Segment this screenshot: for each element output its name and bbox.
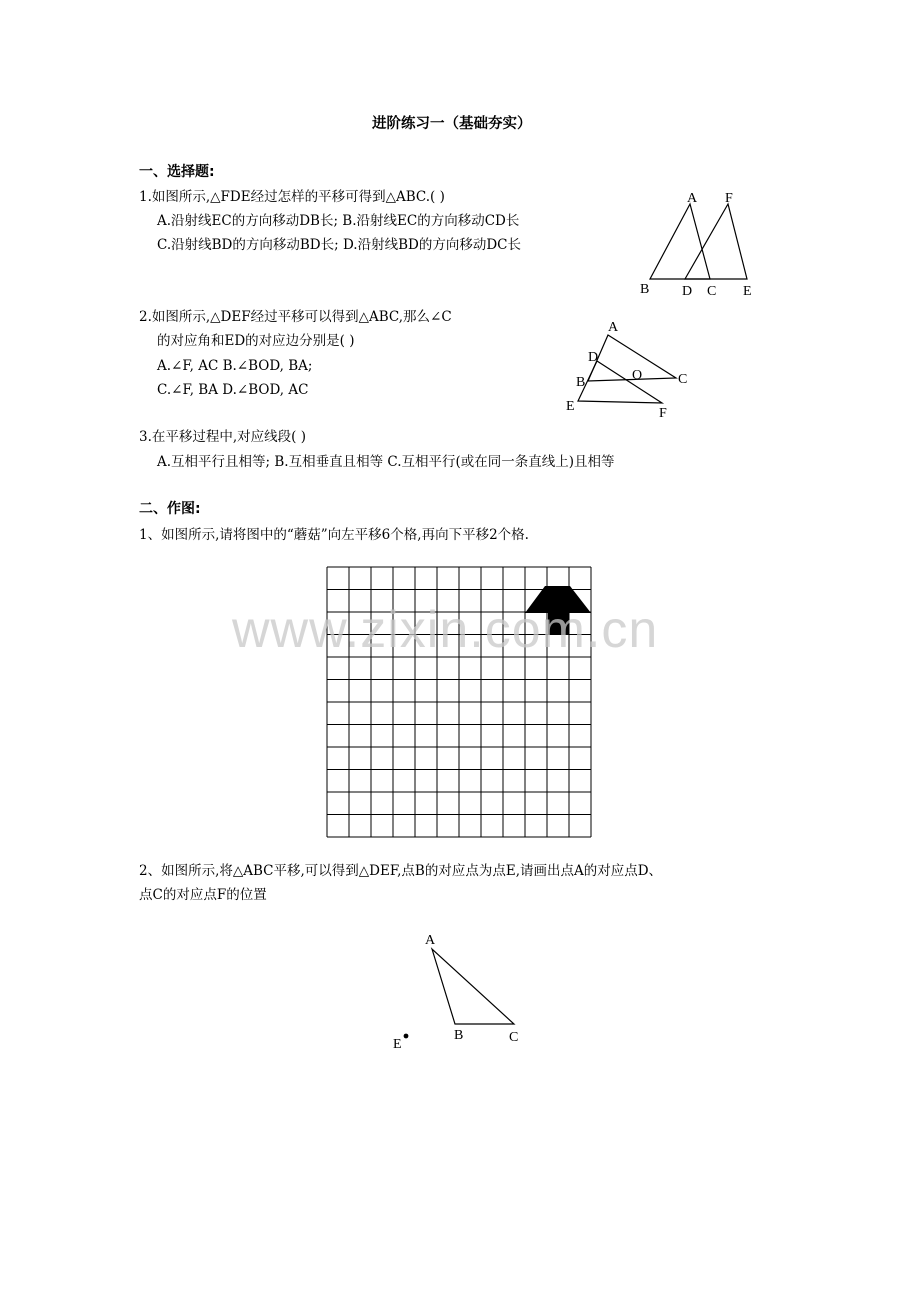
- q2-draw-figure: [385, 925, 535, 1055]
- q2-options-ab: A.∠F, AC B.∠BOD, BA;: [157, 358, 313, 374]
- q2-figure: [560, 315, 700, 425]
- point-e: [404, 1034, 409, 1039]
- draw-q1-stem: 1、如图所示,请将图中的“蘑菇”向左平移6个格,再向下平移2个格.: [139, 527, 529, 543]
- label-b: B: [640, 282, 650, 297]
- triangle-def: [578, 361, 662, 403]
- q1-options-cd: C.沿射线BD的方向移动BD长; D.沿射线BD的方向移动DC长: [157, 237, 521, 253]
- label-e: E: [393, 1037, 402, 1052]
- label-f: F: [659, 406, 667, 421]
- q1-figure: [630, 185, 770, 300]
- label-b: B: [454, 1028, 464, 1043]
- label-f: F: [725, 191, 733, 206]
- label-a: A: [608, 320, 619, 335]
- label-c: C: [678, 372, 688, 387]
- label-c: C: [509, 1030, 519, 1045]
- label-c: C: [707, 284, 717, 299]
- draw-q2-stem-line2: 点C的对应点F的位置: [139, 887, 267, 903]
- q2-options-cd: C.∠F, BA D.∠BOD, AC: [157, 382, 309, 398]
- triangle-fde: [685, 204, 747, 279]
- q2-stem: 2.如图所示,△DEF经过平移可以得到△ABC,那么∠C: [139, 309, 452, 325]
- label-b: B: [576, 375, 586, 390]
- draw-q2-stem: 2、如图所示,将△ABC平移,可以得到△DEF,点B的对应点为点E,请画出点A的对应点D、: [139, 863, 663, 879]
- label-o: O: [632, 368, 643, 383]
- label-e: E: [566, 399, 575, 414]
- section2-heading: 二、作图:: [139, 501, 201, 517]
- q1-stem: 1.如图所示,△FDE经过怎样的平移可得到△ABC.( ): [139, 189, 445, 205]
- triangle-abc: [650, 204, 710, 279]
- page-title: 进阶练习一（基础夯实）: [372, 116, 532, 132]
- label-e: E: [743, 284, 752, 299]
- label-d: D: [588, 350, 599, 365]
- label-a: A: [687, 191, 698, 206]
- q3-stem: 3.在平移过程中,对应线段( ): [139, 429, 306, 445]
- q1-options-ab: A.沿射线EC的方向移动DB长; B.沿射线EC的方向移动CD长: [157, 213, 520, 229]
- q2-stem-line2: 的对应角和ED的对应边分别是( ): [157, 333, 355, 349]
- label-a: A: [425, 933, 436, 948]
- section1-heading: 一、选择题:: [139, 164, 215, 180]
- label-d: D: [682, 284, 693, 299]
- triangle-abc: [432, 949, 514, 1024]
- q3-options: A.互相平行且相等; B.互相垂直且相等 C.互相平行(或在同一条直线上)且相等: [157, 454, 615, 470]
- watermark: www.zixin.com.cn: [232, 601, 659, 659]
